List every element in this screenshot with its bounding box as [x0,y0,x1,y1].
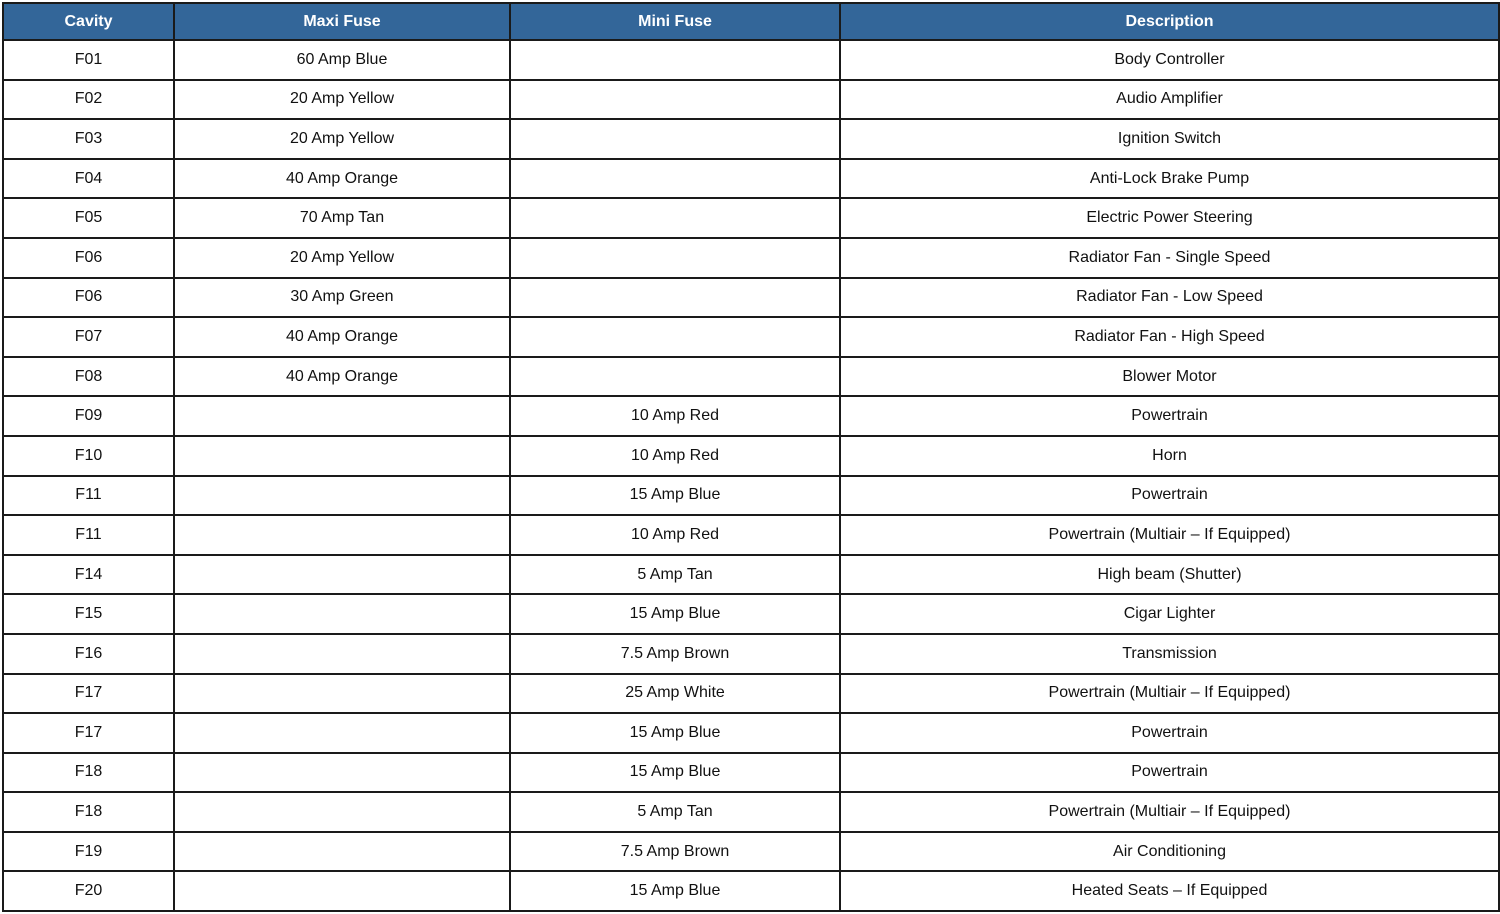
description-cell: Electric Power Steering [840,198,1499,238]
maxi-fuse-cell: 40 Amp Orange [174,317,510,357]
cavity-cell: F09 [3,396,174,436]
mini-fuse-cell: 5 Amp Tan [510,792,840,832]
table-row [3,159,1499,199]
cavity-cell: F08 [3,357,174,397]
mini-fuse-cell: 5 Amp Tan [510,555,840,595]
description-cell: Powertrain (Multiair – If Equipped) [840,515,1499,555]
description-cell: High beam (Shutter) [840,555,1499,595]
mini-fuse-cell: 15 Amp Blue [510,753,840,793]
mini-fuse-cell: 10 Amp Red [510,515,840,555]
description-cell: Anti-Lock Brake Pump [840,159,1499,199]
mini-fuse-cell [510,119,840,159]
table-row [3,476,1499,516]
description-cell: Powertrain [840,753,1499,793]
maxi-fuse-cell [174,594,510,634]
table-header [3,3,1499,40]
cavity-cell: F15 [3,594,174,634]
table-row [3,713,1499,753]
description-cell: Transmission [840,634,1499,674]
mini-fuse-cell [510,40,840,80]
maxi-fuse-cell [174,436,510,476]
mini-fuse-cell: 7.5 Amp Brown [510,634,840,674]
cavity-cell: F20 [3,871,174,911]
table-row [3,753,1499,793]
cavity-cell: F03 [3,119,174,159]
maxi-fuse-cell: 30 Amp Green [174,278,510,318]
cavity-cell: F14 [3,555,174,595]
cavity-cell: F01 [3,40,174,80]
maxi-fuse-cell: 70 Amp Tan [174,198,510,238]
description-cell: Radiator Fan - Single Speed [840,238,1499,278]
cavity-cell: F17 [3,713,174,753]
description-cell: Heated Seats – If Equipped [840,871,1499,911]
description-cell: Cigar Lighter [840,594,1499,634]
description-cell: Audio Amplifier [840,80,1499,120]
mini-fuse-cell [510,238,840,278]
description-cell: Powertrain [840,713,1499,753]
maxi-fuse-cell [174,871,510,911]
mini-fuse-cell [510,159,840,199]
maxi-fuse-cell: 20 Amp Yellow [174,119,510,159]
description-cell: Blower Motor [840,357,1499,397]
description-cell: Body Controller [840,40,1499,80]
cavity-cell: F06 [3,278,174,318]
description-cell: Horn [840,436,1499,476]
maxi-fuse-cell [174,555,510,595]
table-body [3,40,1499,911]
table-row [3,832,1499,872]
maxi-fuse-cell [174,515,510,555]
table-row [3,119,1499,159]
mini-fuse-cell [510,317,840,357]
mini-fuse-cell: 15 Amp Blue [510,871,840,911]
cavity-cell: F05 [3,198,174,238]
mini-fuse-cell [510,357,840,397]
maxi-fuse-cell [174,832,510,872]
cavity-cell: F17 [3,674,174,714]
table-row [3,198,1499,238]
description-cell: Powertrain (Multiair – If Equipped) [840,674,1499,714]
maxi-fuse-cell: 60 Amp Blue [174,40,510,80]
maxi-fuse-cell [174,634,510,674]
table-row [3,238,1499,278]
description-cell: Powertrain [840,476,1499,516]
description-cell: Radiator Fan - Low Speed [840,278,1499,318]
table-row [3,317,1499,357]
table-row [3,515,1499,555]
cavity-cell: F04 [3,159,174,199]
table-row [3,80,1499,120]
cavity-cell: F16 [3,634,174,674]
cavity-cell: F19 [3,832,174,872]
table-row [3,555,1499,595]
table-row [3,792,1499,832]
maxi-fuse-cell [174,753,510,793]
description-cell: Powertrain (Multiair – If Equipped) [840,792,1499,832]
table-row [3,871,1499,911]
cavity-cell: F11 [3,515,174,555]
header-maxi-fuse: Maxi Fuse [174,3,510,40]
table-row [3,396,1499,436]
table-row [3,674,1499,714]
mini-fuse-cell [510,80,840,120]
header-mini-fuse: Mini Fuse [510,3,840,40]
mini-fuse-cell: 10 Amp Red [510,436,840,476]
maxi-fuse-cell [174,792,510,832]
table-row [3,278,1499,318]
header-description: Description [840,3,1499,40]
header-row [3,3,1499,40]
mini-fuse-cell: 10 Amp Red [510,396,840,436]
maxi-fuse-cell: 20 Amp Yellow [174,80,510,120]
mini-fuse-cell [510,198,840,238]
cavity-cell: F10 [3,436,174,476]
description-cell: Air Conditioning [840,832,1499,872]
description-cell: Radiator Fan - High Speed [840,317,1499,357]
cavity-cell: F11 [3,476,174,516]
maxi-fuse-cell [174,396,510,436]
table-row [3,634,1499,674]
cavity-cell: F06 [3,238,174,278]
mini-fuse-cell [510,278,840,318]
mini-fuse-cell: 15 Amp Blue [510,713,840,753]
table-row [3,40,1499,80]
cavity-cell: F18 [3,792,174,832]
maxi-fuse-cell [174,476,510,516]
maxi-fuse-cell: 20 Amp Yellow [174,238,510,278]
mini-fuse-cell: 25 Amp White [510,674,840,714]
cavity-cell: F18 [3,753,174,793]
table-row [3,594,1499,634]
header-cavity: Cavity [3,3,174,40]
mini-fuse-cell: 7.5 Amp Brown [510,832,840,872]
maxi-fuse-cell: 40 Amp Orange [174,159,510,199]
description-cell: Powertrain [840,396,1499,436]
mini-fuse-cell: 15 Amp Blue [510,476,840,516]
table-row [3,357,1499,397]
mini-fuse-cell: 15 Amp Blue [510,594,840,634]
maxi-fuse-cell [174,713,510,753]
cavity-cell: F02 [3,80,174,120]
maxi-fuse-cell: 40 Amp Orange [174,357,510,397]
fuse-table [2,2,1500,912]
table-row [3,436,1499,476]
maxi-fuse-cell [174,674,510,714]
cavity-cell: F07 [3,317,174,357]
description-cell: Ignition Switch [840,119,1499,159]
